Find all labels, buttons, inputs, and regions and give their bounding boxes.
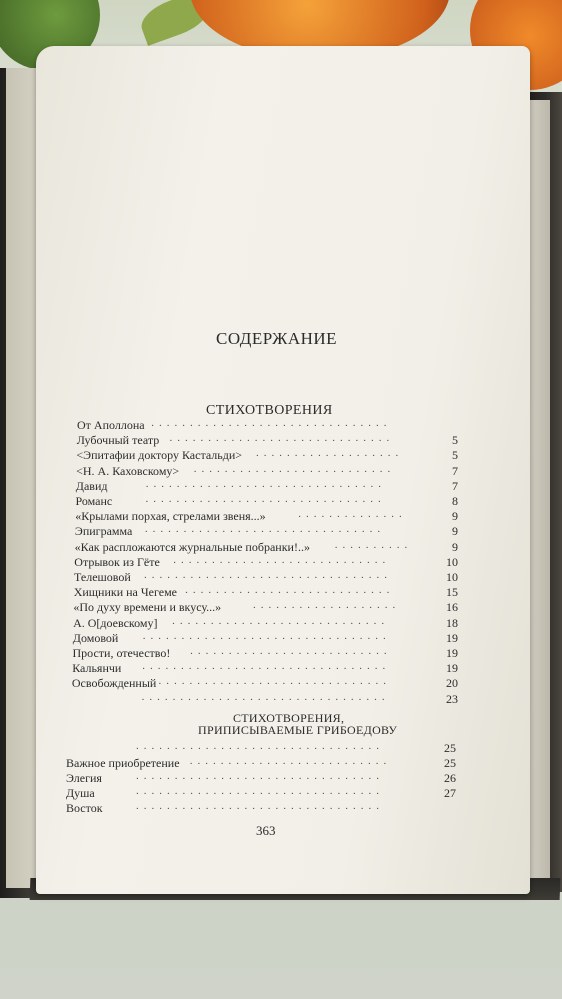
toc-entry-page: 18 — [445, 615, 458, 630]
toc-entry-title: Домовой — [72, 630, 119, 645]
toc-entry-title: Кальянчи — [72, 661, 122, 676]
toc-leader-dots: ................................ — [144, 569, 392, 581]
toc-entry-page: 19 — [446, 646, 458, 660]
toc-entry-page: 15 — [445, 585, 458, 600]
toc-leader-dots: .......................... — [193, 462, 396, 475]
toc-entry-title: «Как распложаются журнальные побранки!..» — [74, 539, 310, 554]
toc-entry-title: «По духу времени и вкусу...» — [73, 600, 222, 615]
toc-leader-dots: ............................... — [144, 523, 386, 536]
toc-entry-page: 9 — [451, 524, 458, 539]
toc-entry-page: 20 — [445, 676, 458, 691]
toc-entry-page: 7 — [451, 463, 458, 478]
toc-entry-page: 10 — [445, 554, 458, 569]
toc-leader-dots: ................................ — [136, 770, 384, 782]
toc-entry-page: 9 — [451, 509, 458, 524]
toc-entry-title: Важное приобретение — [66, 756, 180, 770]
toc-entry-title: Восток — [66, 801, 103, 815]
toc-entry-title: <Н. А. Каховскому> — [76, 463, 180, 478]
toc-entry-page: 19 — [445, 630, 458, 645]
toc-leader-dots: ................... — [255, 447, 404, 460]
toc-entry-title: Давид — [75, 478, 108, 493]
toc-entry-page: 26 — [444, 771, 456, 785]
toc-entry-title: Эпиграмма — [74, 524, 133, 539]
toc-entry-page: 8 — [452, 494, 458, 508]
toc-entry — [66, 801, 458, 816]
toc-entry-page: 25 — [444, 741, 456, 755]
toc-entry-title: Лубочный театр — [76, 433, 160, 448]
toc-leader-dots: ............................... — [145, 477, 387, 490]
toc-entry-title: Телешовой — [74, 570, 131, 584]
toc-leader-dots: ................... — [252, 599, 401, 612]
toc-leader-dots: .............. — [298, 508, 407, 521]
section-heading-attributed-line2: ПРИПИСЫВАЕМЫЕ ГРИБОЕДОВУ — [198, 723, 398, 737]
toc-leader-dots: ............................ — [173, 553, 391, 566]
toc-leader-dots: ................................ — [142, 629, 391, 642]
toc-leader-dots: ........................... — [185, 584, 395, 597]
toc-entry-page: 7 — [451, 478, 458, 493]
contents-heading: СОДЕРЖАНИЕ — [216, 329, 338, 348]
toc-entry-title: Душа — [66, 786, 95, 800]
toc-entry-page: 16 — [445, 600, 458, 615]
toc-entry-title: Хищники на Чегеме — [73, 585, 177, 600]
toc-entry-page: 19 — [445, 661, 458, 676]
toc-leader-dots: ................................ — [136, 740, 384, 752]
toc-entry-page: 23 — [445, 691, 458, 706]
toc-entry-title: Прости, отечество! — [72, 646, 171, 660]
toc-entry-title: «Крылами порхая, стрелами звеня...» — [75, 509, 266, 524]
toc-leader-dots: .......................... — [189, 755, 392, 767]
toc-leader-dots: ............................ — [172, 614, 390, 627]
toc-entry-title: Романс — [75, 494, 113, 508]
toc-leader-dots: ................................ — [141, 690, 390, 703]
page-number: 363 — [256, 823, 276, 838]
toc-leader-dots: ................................ — [136, 785, 384, 797]
toc-entry-page: 5 — [451, 448, 458, 463]
toc-entry-page: 5 — [451, 433, 458, 448]
toc-entry-title: От Аполлона — [77, 418, 145, 432]
toc-leader-dots: .......................... — [190, 645, 392, 657]
toc-entry-title: Элегия — [66, 771, 102, 785]
toc-leader-dots: ................................ — [142, 660, 391, 673]
toc-entry-page: 9 — [451, 539, 458, 554]
toc-leader-dots: ............................. — [169, 432, 395, 445]
toc-leader-dots: ............................... — [151, 417, 392, 429]
toc-entry — [72, 692, 460, 707]
toc-leader-dots: .......... — [334, 538, 413, 551]
toc-entry-title: Освобожденный — [71, 676, 157, 691]
section-heading-attributed-line1: СТИХОТВОРЕНИЯ, — [233, 711, 345, 725]
toc-entry-page: 10 — [446, 570, 458, 584]
toc-leader-dots: .............................. — [158, 675, 391, 688]
toc-leader-dots: ............................... — [145, 493, 386, 505]
toc-entry-title: Отрывок из Гёте — [74, 554, 160, 569]
toc-entry-title: А. О[доевскому] — [73, 615, 158, 630]
toc-entry-title: <Эпитафии доктору Кастальди> — [76, 448, 243, 463]
toc-entry-page: 25 — [444, 756, 456, 770]
toc-leader-dots: ................................ — [136, 800, 384, 812]
toc-entry-page: 27 — [444, 786, 456, 800]
section-heading-poems: СТИХОТВОРЕНИЯ — [206, 403, 333, 418]
